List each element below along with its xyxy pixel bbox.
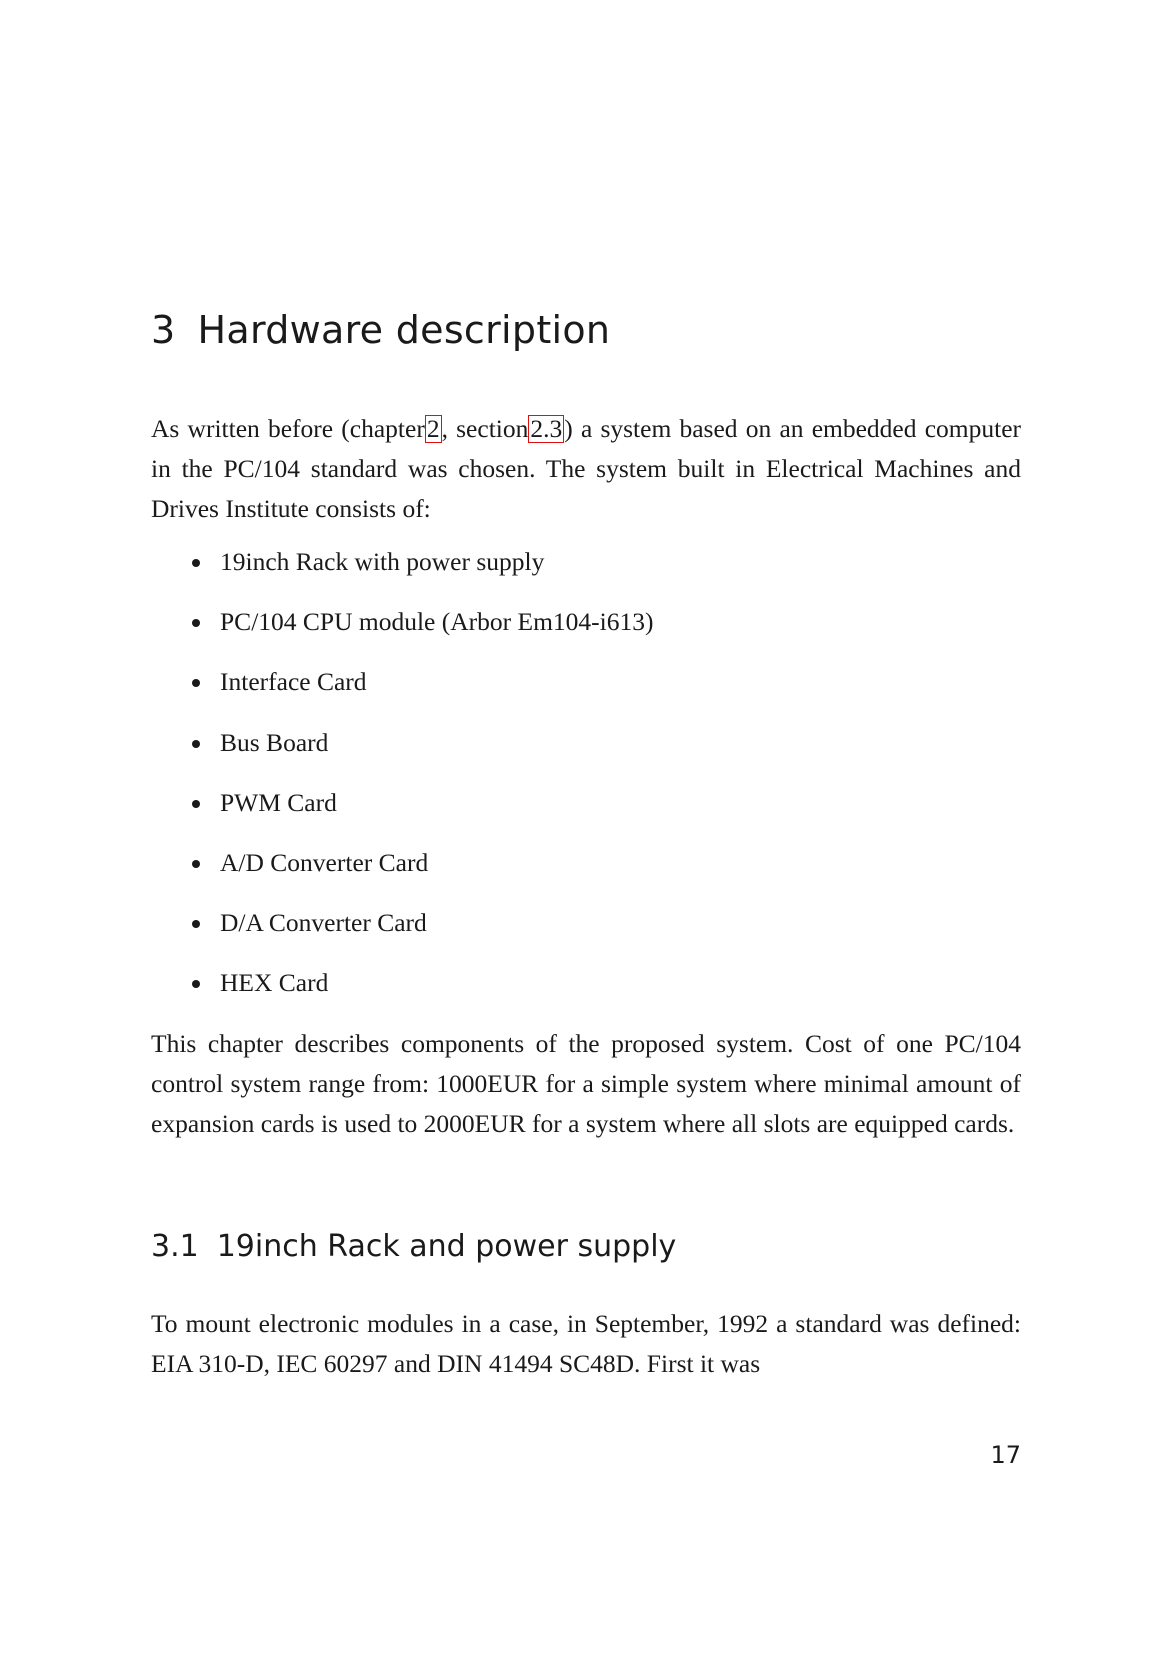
bullet-icon [192, 559, 200, 567]
list-item-text: 19inch Rack with power supply [220, 547, 545, 576]
component-list [151, 542, 654, 1024]
section-number: 3.1 [151, 1229, 199, 1264]
section-reference-link[interactable]: 2.3 [530, 414, 563, 443]
section-paragraph: To mount electronic modules in a case, in September, 1992 a standard was defined: EIA 310-D, IEC 60297 and DIN 41494 SC48D. First it was [151, 1309, 1021, 1378]
list-item-text: A/D Converter Card [220, 847, 429, 877]
intro-text-2: , section [441, 414, 529, 443]
bullet-icon [192, 920, 200, 928]
list-item-text: PWM Card [220, 787, 337, 817]
list-item-text: Bus Board [220, 727, 329, 757]
chapter-number: 3 [151, 308, 176, 352]
list-item [151, 903, 654, 963]
list-item [151, 602, 654, 662]
list-item-text: D/A Converter Card [220, 908, 427, 938]
list-item-text: HEX Card [220, 968, 329, 998]
list-item [151, 723, 654, 783]
bullet-icon [192, 619, 200, 627]
list-item [151, 542, 654, 602]
page-number: 17 [990, 1441, 1021, 1469]
section-heading [151, 1222, 676, 1272]
document-page [151, 0, 1021, 1653]
intro-text-3: ) a system based on an embedded computer in the PC/104 standard was chosen. The system built in Electrical Machines and Drives Institute consists of: [151, 414, 1022, 523]
bullet-icon [192, 800, 200, 808]
section-title: 19inch Rack and power supply [216, 1229, 677, 1264]
intro-paragraph [151, 409, 1021, 529]
chapter-heading [151, 300, 610, 360]
list-item-text: Interface Card [220, 667, 367, 697]
list-item [151, 783, 654, 843]
bullet-icon [192, 860, 200, 868]
intro-text-1: As written before (chapter [151, 414, 425, 443]
bullet-icon [192, 980, 200, 988]
chapter-reference-link[interactable]: 2 [426, 414, 440, 443]
list-item-text: PC/104 CPU module (Arbor Em104-i613) [220, 607, 654, 637]
bullet-icon [192, 679, 200, 687]
bullet-icon [192, 740, 200, 748]
cost-paragraph: This chapter describes components of the proposed system. Cost of one PC/104 control system range from: 1000EUR for a simple system where minimal amount of expansion cards is used to 2000EUR for a system where all slots are equipped cards. [151, 1029, 1021, 1138]
list-item [151, 963, 654, 1023]
list-item [151, 662, 654, 722]
list-item [151, 843, 654, 903]
chapter-title: Hardware description [197, 308, 611, 352]
